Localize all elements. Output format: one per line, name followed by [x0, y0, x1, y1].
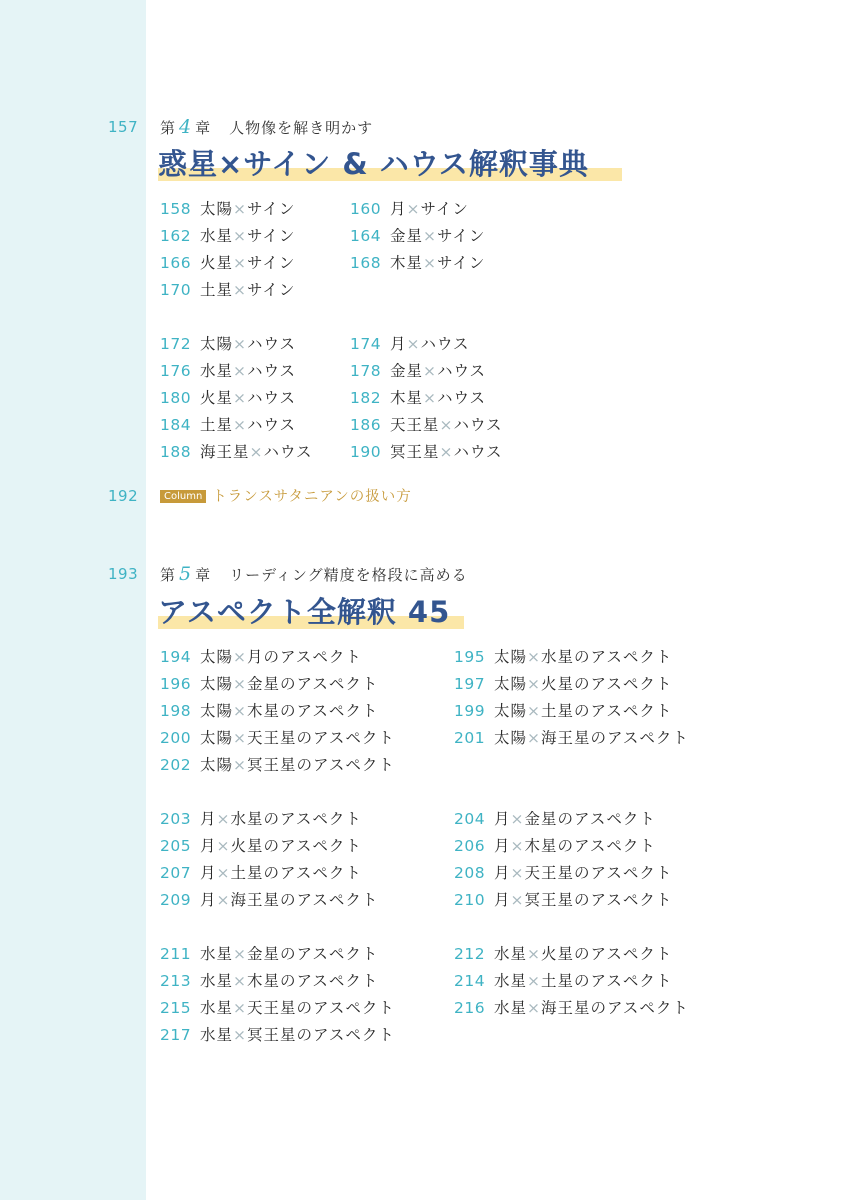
cross-mark: ×	[423, 254, 438, 272]
toc-entry[interactable]	[454, 647, 672, 667]
entry-page: 196	[160, 675, 192, 693]
chapter4-title-block	[158, 142, 589, 183]
toc-entry[interactable]	[160, 226, 295, 246]
chapter4-page-number[interactable]: 157	[108, 118, 139, 136]
entry-page: 174	[350, 335, 382, 353]
entry-page: 195	[454, 648, 486, 666]
toc-entry[interactable]	[350, 388, 486, 408]
entry-planet: 月	[390, 200, 407, 218]
chapter5-page-number[interactable]: 193	[108, 565, 139, 583]
entry-planet: 水星	[200, 972, 234, 990]
toc-entry[interactable]	[350, 226, 485, 246]
toc-entry[interactable]	[160, 361, 296, 381]
toc-entry[interactable]	[160, 199, 295, 219]
entry-planet: 月	[494, 837, 511, 855]
entry-page: 210	[454, 891, 486, 909]
entry-topic: ハウス	[453, 443, 503, 461]
cross-mark: ×	[233, 972, 248, 990]
entry-planet: 月	[200, 837, 217, 855]
entry-page: 201	[454, 729, 486, 747]
entry-planet: 太陽	[200, 335, 234, 353]
chapter5-label	[160, 563, 468, 585]
cross-mark: ×	[216, 837, 231, 855]
entry-page: 178	[350, 362, 382, 380]
chapter4-number: 4	[179, 116, 193, 138]
cross-mark: ×	[527, 702, 542, 720]
cross-mark: ×	[527, 999, 542, 1017]
cross-mark: ×	[423, 362, 438, 380]
entry-topic: 天王星のアスペクト	[524, 864, 673, 882]
entry-planet: 太陽	[200, 648, 234, 666]
chapter4-label-prefix: 第	[160, 119, 177, 137]
cross-mark: ×	[233, 648, 248, 666]
cross-mark: ×	[406, 335, 421, 353]
toc-entry[interactable]	[160, 415, 296, 435]
entry-topic: 火星のアスペクト	[541, 945, 673, 963]
entry-topic: ハウス	[247, 362, 297, 380]
entry-page: 160	[350, 200, 382, 218]
entry-topic: 天王星のアスペクト	[247, 999, 395, 1017]
entry-page: 205	[160, 837, 192, 855]
cross-mark: ×	[233, 999, 248, 1017]
entry-planet: 火星	[200, 254, 234, 272]
entry-planet: 月	[494, 864, 511, 882]
cross-mark: ×	[423, 227, 438, 245]
entry-topic: サイン	[420, 200, 469, 218]
toc-entry[interactable]	[454, 944, 672, 964]
entry-page: 199	[454, 702, 486, 720]
toc-entry[interactable]	[160, 647, 362, 667]
entry-planet: 太陽	[494, 648, 528, 666]
column-badge: Column	[160, 490, 206, 503]
entry-topic: ハウス	[420, 335, 470, 353]
entry-topic: 木星のアスペクト	[247, 972, 379, 990]
entry-topic: 月のアスペクト	[247, 648, 362, 666]
entry-page: 203	[160, 810, 192, 828]
toc-entry[interactable]	[454, 674, 672, 694]
entry-topic: ハウス	[247, 389, 297, 407]
toc-entry[interactable]	[160, 971, 378, 991]
cross-mark: ×	[233, 675, 248, 693]
toc-entry[interactable]	[160, 388, 296, 408]
cross-mark: ×	[510, 891, 525, 909]
entry-topic: 金星のアスペクト	[247, 675, 379, 693]
entry-planet: 水星	[200, 227, 234, 245]
entry-page: 213	[160, 972, 192, 990]
cross-mark: ×	[233, 945, 248, 963]
chapter4-label	[160, 116, 373, 138]
entry-topic: 土星のアスペクト	[541, 702, 673, 720]
toc-entry[interactable]	[454, 836, 656, 856]
cross-mark: ×	[216, 810, 231, 828]
entry-topic: 金星のアスペクト	[247, 945, 379, 963]
entry-topic: サイン	[247, 200, 296, 218]
entry-page: 204	[454, 810, 486, 828]
entry-planet: 水星	[494, 999, 528, 1017]
entry-topic: 金星のアスペクト	[524, 810, 656, 828]
toc-entry[interactable]	[160, 809, 362, 829]
cross-mark: ×	[233, 729, 248, 747]
entry-page: 172	[160, 335, 192, 353]
cross-mark: ×	[233, 200, 248, 218]
entry-page: 216	[454, 999, 486, 1017]
entry-page: 209	[160, 891, 192, 909]
entry-page: 186	[350, 416, 382, 434]
entry-planet: 土星	[200, 416, 234, 434]
entry-topic: 火星のアスペクト	[230, 837, 362, 855]
entry-planet: 水星	[494, 972, 528, 990]
entry-planet: 天王星	[390, 416, 440, 434]
cross-mark: ×	[527, 648, 542, 666]
entry-planet: 金星	[390, 227, 424, 245]
cross-mark: ×	[527, 675, 542, 693]
entry-page: 194	[160, 648, 192, 666]
entry-page: 162	[160, 227, 192, 245]
chapter5-title-block	[158, 590, 450, 631]
entry-topic: サイン	[247, 227, 296, 245]
entry-page: 158	[160, 200, 192, 218]
cross-mark: ×	[216, 891, 231, 909]
entry-page: 188	[160, 443, 192, 461]
toc-entry[interactable]	[160, 944, 378, 964]
toc-entry[interactable]	[454, 890, 672, 910]
entry-topic: サイン	[247, 281, 296, 299]
cross-mark: ×	[423, 389, 438, 407]
toc-entry[interactable]	[350, 442, 503, 462]
cross-mark: ×	[233, 227, 248, 245]
entry-planet: 太陽	[494, 675, 528, 693]
entry-topic: 火星のアスペクト	[541, 675, 673, 693]
entry-page: 215	[160, 999, 192, 1017]
entry-page: 166	[160, 254, 192, 272]
entry-planet: 木星	[390, 389, 424, 407]
toc-entry[interactable]	[160, 728, 395, 748]
chapter4-subtitle: 人物像を解き明かす	[229, 119, 374, 137]
entry-topic: 土星のアスペクト	[230, 864, 362, 882]
column-entry[interactable]	[160, 485, 412, 506]
entry-planet: 木星	[390, 254, 424, 272]
entry-topic: ハウス	[247, 335, 297, 353]
toc-entry[interactable]	[454, 971, 672, 991]
entry-page: 212	[454, 945, 486, 963]
cross-mark: ×	[406, 200, 421, 218]
cross-mark: ×	[527, 972, 542, 990]
entry-page: 190	[350, 443, 382, 461]
toc-entry[interactable]	[350, 361, 486, 381]
toc-entry[interactable]	[160, 998, 395, 1018]
entry-topic: ハウス	[437, 362, 487, 380]
chapter5-title[interactable]: アスペクト全解釈 45	[158, 595, 451, 629]
entry-page: 206	[454, 837, 486, 855]
toc-entry[interactable]	[350, 253, 485, 273]
entry-planet: 太陽	[494, 702, 528, 720]
toc-entry[interactable]	[160, 701, 378, 721]
entry-planet: 土星	[200, 281, 234, 299]
toc-entry[interactable]	[160, 836, 362, 856]
cross-mark: ×	[439, 416, 454, 434]
toc-entry[interactable]	[160, 334, 296, 354]
entry-page: 164	[350, 227, 382, 245]
entry-planet: 太陽	[200, 200, 234, 218]
entry-planet: 太陽	[494, 729, 528, 747]
entry-topic: 木星のアスペクト	[247, 702, 379, 720]
entry-planet: 月	[494, 810, 511, 828]
cross-mark: ×	[249, 443, 264, 461]
toc-entry[interactable]	[160, 1025, 395, 1045]
entry-topic: 冥王星のアスペクト	[247, 1026, 395, 1044]
entry-page: 198	[160, 702, 192, 720]
entry-page: 168	[350, 254, 382, 272]
toc-entry[interactable]	[160, 442, 313, 462]
entry-topic: サイン	[437, 227, 486, 245]
entry-page: 211	[160, 945, 192, 963]
chapter4-label-suffix: 章	[195, 119, 212, 137]
entry-planet: 海王星	[200, 443, 250, 461]
cross-mark: ×	[233, 756, 248, 774]
toc-entry[interactable]	[454, 863, 672, 883]
entry-page: 208	[454, 864, 486, 882]
entry-planet: 月	[200, 864, 217, 882]
toc-entry[interactable]	[160, 755, 395, 775]
entry-page: 214	[454, 972, 486, 990]
toc-entry[interactable]	[160, 674, 378, 694]
cross-mark: ×	[233, 254, 248, 272]
entry-planet: 金星	[390, 362, 424, 380]
cross-mark: ×	[233, 281, 248, 299]
cross-mark: ×	[233, 362, 248, 380]
entry-planet: 水星	[200, 362, 234, 380]
cross-mark: ×	[233, 416, 248, 434]
entry-page: 176	[160, 362, 192, 380]
entry-page: 170	[160, 281, 192, 299]
entry-topic: ハウス	[263, 443, 313, 461]
cross-mark: ×	[233, 702, 248, 720]
cross-mark: ×	[439, 443, 454, 461]
cross-mark: ×	[216, 864, 231, 882]
entry-planet: 火星	[200, 389, 234, 407]
toc-entry[interactable]	[160, 890, 378, 910]
entry-topic: 土星のアスペクト	[541, 972, 673, 990]
column-page-number[interactable]: 192	[108, 487, 139, 505]
entry-topic: 冥王星のアスペクト	[524, 891, 673, 909]
toc-entry[interactable]	[454, 728, 689, 748]
entry-planet: 水星	[200, 999, 234, 1017]
toc-entry[interactable]	[454, 809, 656, 829]
entry-topic: 木星のアスペクト	[524, 837, 656, 855]
entry-planet: 月	[494, 891, 511, 909]
column-title: トランスサタニアンの扱い方	[212, 489, 412, 505]
entry-topic: 天王星のアスペクト	[247, 729, 395, 747]
cross-mark: ×	[527, 729, 542, 747]
toc-entry[interactable]	[454, 701, 672, 721]
entry-page: 207	[160, 864, 192, 882]
entry-planet: 月	[200, 891, 217, 909]
cross-mark: ×	[527, 945, 542, 963]
cross-mark: ×	[233, 335, 248, 353]
entry-topic: 海王星のアスペクト	[541, 999, 689, 1017]
chapter5-label-prefix: 第	[160, 566, 177, 584]
entry-topic: 水星のアスペクト	[541, 648, 673, 666]
entry-planet: 水星	[494, 945, 528, 963]
toc-entry[interactable]	[160, 280, 295, 300]
entry-page: 217	[160, 1026, 192, 1044]
toc-entry[interactable]	[454, 998, 689, 1018]
cross-mark: ×	[233, 389, 248, 407]
entry-page: 182	[350, 389, 382, 407]
side-band	[0, 0, 146, 1200]
entry-page: 184	[160, 416, 192, 434]
toc-entry[interactable]	[160, 253, 295, 273]
entry-topic: 海王星のアスペクト	[230, 891, 379, 909]
entry-planet: 太陽	[200, 756, 234, 774]
cross-mark: ×	[510, 837, 525, 855]
entry-topic: サイン	[437, 254, 486, 272]
chapter5-number: 5	[179, 563, 193, 585]
entry-page: 202	[160, 756, 192, 774]
entry-planet: 月	[390, 335, 407, 353]
cross-mark: ×	[233, 1026, 248, 1044]
chapter5-subtitle: リーディング精度を格段に高める	[229, 566, 468, 584]
entry-topic: 水星のアスペクト	[230, 810, 362, 828]
toc-entry[interactable]	[350, 334, 470, 354]
entry-topic: ハウス	[453, 416, 503, 434]
entry-page: 197	[454, 675, 486, 693]
entry-page: 200	[160, 729, 192, 747]
entry-planet: 太陽	[200, 675, 234, 693]
entry-planet: 水星	[200, 1026, 234, 1044]
entry-topic: サイン	[247, 254, 296, 272]
entry-planet: 冥王星	[390, 443, 440, 461]
toc-entry[interactable]	[350, 199, 469, 219]
entry-topic: 冥王星のアスペクト	[247, 756, 395, 774]
entry-topic: 海王星のアスペクト	[541, 729, 689, 747]
toc-entry[interactable]	[350, 415, 503, 435]
chapter5-label-suffix: 章	[195, 566, 212, 584]
cross-mark: ×	[510, 810, 525, 828]
entry-topic: ハウス	[247, 416, 297, 434]
entry-planet: 太陽	[200, 729, 234, 747]
toc-entry[interactable]	[160, 863, 362, 883]
entry-topic: ハウス	[437, 389, 487, 407]
entry-planet: 月	[200, 810, 217, 828]
entry-planet: 水星	[200, 945, 234, 963]
chapter4-title[interactable]: 惑星×サイン & ハウス解釈事典	[158, 147, 589, 181]
cross-mark: ×	[510, 864, 525, 882]
entry-page: 180	[160, 389, 192, 407]
entry-planet: 太陽	[200, 702, 234, 720]
